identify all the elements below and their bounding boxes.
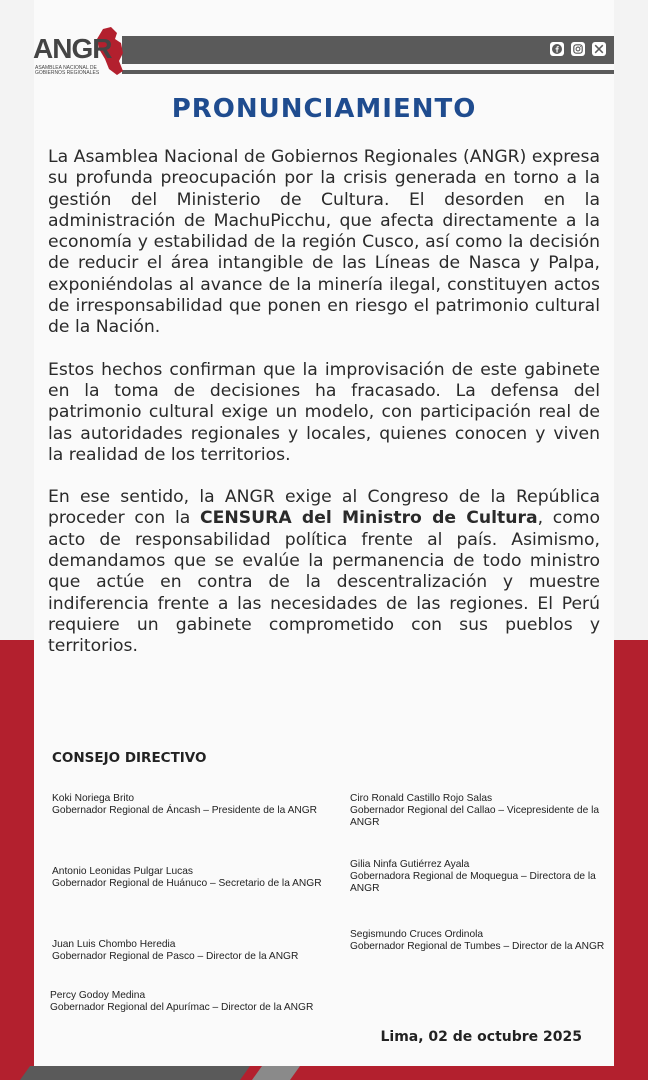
member-role: Gobernador Regional de Tumbes – Director de la ANGR <box>350 941 605 952</box>
member-name: Segismundo Cruces Ordinola <box>350 929 484 940</box>
social-links <box>550 42 606 56</box>
member-name: Ciro Ronald Castillo Rojo Salas <box>350 793 493 804</box>
member-role: Gobernadora Regional de Moquegua – Directora de la ANGR <box>350 871 596 894</box>
member-signature <box>350 793 620 829</box>
member-role: Gobernador Regional del Callao – Vicepresidente de la ANGR <box>350 805 600 828</box>
x-icon[interactable] <box>592 42 606 56</box>
member-name: Juan Luis Chombo Heredia <box>52 939 176 950</box>
member-name: Percy Godoy Medina <box>50 990 146 1001</box>
footer-stripe <box>0 1066 648 1080</box>
angr-logo <box>33 27 125 77</box>
paragraph-2: Estos hechos confirman que la improvisación de este gabinete en la toma de decisiones ha fracasado. La defensa del patrimonio cultural exige un modelo, con participación real de las autoridades regionales y locales, quienes conocen y viven la realidad de los territorios. <box>48 359 600 465</box>
member-role: Gobernador Regional de Áncash – Presidente de la ANGR <box>52 805 318 816</box>
member-name: Koki Noriega Brito <box>52 793 135 804</box>
instagram-icon[interactable] <box>571 42 585 56</box>
member-signature <box>52 793 322 817</box>
member-signature <box>52 866 322 890</box>
paragraph-1: La Asamblea Nacional de Gobiernos Regionales (ANGR) expresa su profunda preocupación por la crisis generada en torno a la gestión del Ministerio de Cultura. El desorden en la administración de MachuPicchu, que afecta directamente a la economía y estabilidad de la región Cusco, así como la decisión de reducir el área intangible de las Líneas de Nasca y Palpa, exponiéndolas al avance de la minería ilegal, constituyen actos de irresponsabilidad que ponen en riesgo el patrimonio cultural de la Nación. <box>48 147 600 338</box>
paragraph-3 <box>48 487 600 657</box>
member-signature <box>350 859 620 895</box>
member-name: Gilia Ninfa Gutiérrez Ayala <box>350 859 470 870</box>
member-signature <box>52 939 322 963</box>
signing-date: Lima, 02 de octubre 2025 <box>380 1029 582 1045</box>
facebook-icon[interactable] <box>550 42 564 56</box>
header-underline <box>122 70 614 74</box>
censure-emphasis: CENSURA del Ministro de Cultura <box>200 508 538 529</box>
member-signature <box>50 990 320 1014</box>
consejo-directivo-heading: CONSEJO DIRECTIVO <box>52 750 207 766</box>
member-signature <box>350 929 620 953</box>
page-title: PRONUNCIAMIENTO <box>171 94 477 124</box>
logo-subtitle: ASAMBLEA NACIONAL DE GOBIERNOS REGIONALES <box>35 65 100 76</box>
member-name: Antonio Leonidas Pulgar Lucas <box>52 866 194 877</box>
logo-text: ANGR <box>33 33 112 64</box>
statement-body <box>48 147 600 679</box>
member-role: Gobernador Regional de Pasco – Director de la ANGR <box>52 951 299 962</box>
member-role: Gobernador Regional de Huánuco – Secretario de la ANGR <box>52 878 322 889</box>
paragraph-3-start: En ese sentido, la ANGR exige al Congreso de la República proceder con la <box>48 487 600 529</box>
header-bar <box>122 36 614 64</box>
paragraph-3-end: , como acto de responsabilidad política frente al país. Asimismo, demandamos que se evalúe la permanencia de todo ministro que actúe en contra de la descentralización y muestre indiferencia frente a las necesidades de las regiones. El Perú requiere un gabinete comprometido con sus pueblos y territorios. <box>48 508 601 657</box>
member-role: Gobernador Regional del Apurímac – Director de la ANGR <box>50 1002 314 1013</box>
